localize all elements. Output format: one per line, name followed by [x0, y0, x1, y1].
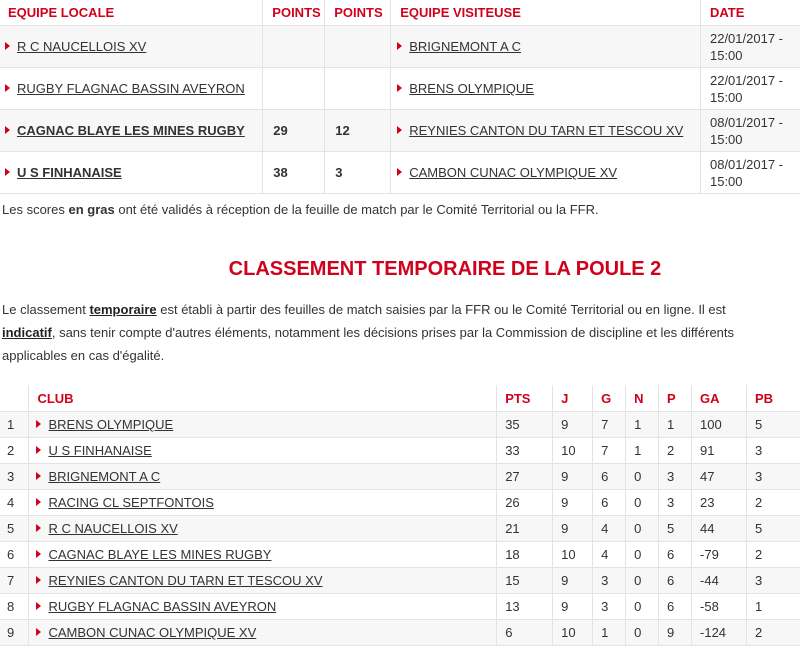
- home-team-link[interactable]: R C NAUCELLOIS XV: [17, 39, 147, 54]
- pb: 5: [746, 412, 800, 438]
- standings-row: [0, 464, 800, 490]
- n: 0: [626, 464, 659, 490]
- p: 3: [659, 490, 692, 516]
- club-cell: [29, 464, 497, 490]
- pts: 27: [497, 464, 553, 490]
- matches-table: [0, 0, 800, 194]
- pb: 2: [746, 490, 800, 516]
- arrow-right-icon: [36, 498, 41, 506]
- header-pb: PB: [746, 385, 800, 412]
- club-link[interactable]: BRIGNEMONT A C: [48, 469, 161, 484]
- header-away-points: POINTS: [325, 0, 391, 26]
- standings-row: [0, 594, 800, 620]
- header-p: P: [659, 385, 692, 412]
- standings-row: [0, 438, 800, 464]
- description-line-2: [2, 321, 800, 344]
- g: 6: [593, 490, 626, 516]
- pts: 33: [497, 438, 553, 464]
- g: 3: [593, 568, 626, 594]
- ga: -58: [692, 594, 747, 620]
- ga: 23: [692, 490, 747, 516]
- club-link[interactable]: RUGBY FLAGNAC BASSIN AVEYRON: [48, 599, 277, 614]
- away-team-link[interactable]: CAMBON CUNAC OLYMPIQUE XV: [409, 165, 618, 180]
- g: 4: [593, 516, 626, 542]
- j: 10: [553, 542, 593, 568]
- arrow-right-icon: [5, 84, 10, 92]
- header-g: G: [593, 385, 626, 412]
- header-date: DATE: [700, 0, 800, 26]
- matches-header-row: [0, 0, 800, 26]
- rank: 2: [0, 438, 29, 464]
- arrow-right-icon: [36, 446, 41, 454]
- match-row: [0, 68, 800, 110]
- n: 1: [626, 438, 659, 464]
- standings-row: [0, 412, 800, 438]
- away-team-link[interactable]: REYNIES CANTON DU TARN ET TESCOU XV: [409, 123, 684, 138]
- header-ga: GA: [692, 385, 747, 412]
- home-team-cell: [0, 110, 263, 152]
- away-points: [325, 68, 391, 110]
- home-team-cell: [0, 68, 263, 110]
- n: 0: [626, 542, 659, 568]
- match-date-time: 15:00: [709, 173, 743, 189]
- g: 6: [593, 464, 626, 490]
- ga: 47: [692, 464, 747, 490]
- match-date-time: 15:00: [709, 89, 743, 105]
- rank: 4: [0, 490, 29, 516]
- home-team-link[interactable]: CAGNAC BLAYE LES MINES RUGBY: [17, 123, 245, 138]
- pb: 2: [746, 542, 800, 568]
- rank: 9: [0, 620, 29, 646]
- standings-row: [0, 568, 800, 594]
- away-team-link[interactable]: BRENS OLYMPIQUE: [409, 81, 534, 96]
- arrow-right-icon: [36, 524, 41, 532]
- n: 0: [626, 490, 659, 516]
- standings-title: CLASSEMENT TEMPORAIRE DE LA POULE 2: [228, 258, 662, 280]
- arrow-right-icon: [5, 168, 10, 176]
- description-line-1: [2, 298, 800, 321]
- arrow-right-icon: [36, 628, 41, 636]
- home-team-link[interactable]: RUGBY FLAGNAC BASSIN AVEYRON: [17, 81, 245, 96]
- pb: 3: [746, 464, 800, 490]
- header-n: N: [626, 385, 659, 412]
- j: 10: [553, 620, 593, 646]
- header-home-team: EQUIPE LOCALE: [0, 0, 263, 26]
- j: 9: [553, 490, 593, 516]
- description-text: Le classement: [2, 302, 90, 317]
- ga: -124: [692, 620, 747, 646]
- pb: 1: [746, 594, 800, 620]
- description-text: , sans tenir compte d'autres éléments, notamment les décisions prises par la Commission de discipline et les différents: [51, 325, 735, 340]
- pb: 3: [746, 438, 800, 464]
- home-team-link[interactable]: U S FINHANAISE: [17, 165, 122, 180]
- match-date-day: 22/01/2017 -: [709, 30, 783, 46]
- g: 7: [593, 412, 626, 438]
- club-cell: [29, 542, 497, 568]
- n: 0: [626, 568, 659, 594]
- match-date: [700, 26, 800, 68]
- n: 0: [626, 516, 659, 542]
- match-date-day: 08/01/2017 -: [709, 114, 783, 130]
- club-cell: [29, 438, 497, 464]
- home-points: [263, 26, 325, 68]
- away-team-link[interactable]: BRIGNEMONT A C: [409, 39, 521, 54]
- club-link[interactable]: U S FINHANAISE: [48, 443, 152, 458]
- pb: 3: [746, 568, 800, 594]
- j: 9: [553, 464, 593, 490]
- standings-table: [0, 385, 800, 646]
- arrow-right-icon: [36, 602, 41, 610]
- standings-row: [0, 620, 800, 646]
- home-points: [263, 68, 325, 110]
- p: 6: [659, 542, 692, 568]
- match-row: [0, 110, 800, 152]
- club-link[interactable]: BRENS OLYMPIQUE: [48, 417, 174, 432]
- n: 1: [626, 412, 659, 438]
- ga: -79: [692, 542, 747, 568]
- ga: 44: [692, 516, 747, 542]
- j: 9: [553, 568, 593, 594]
- p: 3: [659, 464, 692, 490]
- club-cell: [29, 568, 497, 594]
- pts: 13: [497, 594, 553, 620]
- scores-note: [2, 202, 599, 217]
- description-text: est établi à partir des feuilles de match saisies par la FFR ou le Comité Territorial ou en ligne. Il est: [156, 302, 726, 317]
- away-team-cell: [391, 68, 701, 110]
- header-j: J: [553, 385, 593, 412]
- pts: 6: [497, 620, 553, 646]
- match-date: [700, 110, 800, 152]
- arrow-right-icon: [5, 42, 10, 50]
- away-team-cell: [391, 26, 701, 68]
- club-link[interactable]: R C NAUCELLOIS XV: [48, 521, 178, 536]
- home-points: 38: [263, 152, 325, 194]
- club-link[interactable]: REYNIES CANTON DU TARN ET TESCOU XV: [48, 573, 323, 588]
- header-rank: [0, 385, 29, 412]
- header-pts: PTS: [497, 385, 553, 412]
- away-points: [325, 26, 391, 68]
- n: 0: [626, 620, 659, 646]
- scores-note-after: ont été validés à réception de la feuille de match par le Comité Territorial ou la FFR.: [114, 202, 599, 217]
- arrow-right-icon: [397, 42, 402, 50]
- pts: 15: [497, 568, 553, 594]
- ga: -44: [692, 568, 747, 594]
- rank: 3: [0, 464, 29, 490]
- g: 4: [593, 542, 626, 568]
- standings-body: [0, 412, 800, 646]
- j: 9: [553, 594, 593, 620]
- away-team-cell: [391, 152, 701, 194]
- j: 10: [553, 438, 593, 464]
- description-emphasis-indicatif: indicatif: [2, 325, 52, 340]
- club-link[interactable]: CAGNAC BLAYE LES MINES RUGBY: [48, 547, 272, 562]
- club-cell: [29, 516, 497, 542]
- description-emphasis-temporaire: temporaire: [89, 302, 157, 317]
- match-date-day: 08/01/2017 -: [709, 156, 783, 172]
- club-link[interactable]: RACING CL SEPTFONTOIS: [48, 495, 214, 510]
- arrow-right-icon: [36, 576, 41, 584]
- g: 1: [593, 620, 626, 646]
- standings-header-row: [0, 385, 800, 412]
- standings-row: [0, 516, 800, 542]
- away-team-cell: [391, 110, 701, 152]
- club-cell: [29, 412, 497, 438]
- pts: 18: [497, 542, 553, 568]
- match-date-time: 15:00: [709, 47, 743, 63]
- match-row: [0, 26, 800, 68]
- arrow-right-icon: [36, 550, 41, 558]
- club-cell: [29, 620, 497, 646]
- arrow-right-icon: [36, 472, 41, 480]
- pb: 2: [746, 620, 800, 646]
- arrow-right-icon: [5, 126, 10, 134]
- description-line-3: applicables en cas d'égalité.: [2, 348, 165, 363]
- match-row: [0, 152, 800, 194]
- scores-note-before: Les scores: [2, 202, 69, 217]
- away-points: 3: [325, 152, 391, 194]
- club-link[interactable]: CAMBON CUNAC OLYMPIQUE XV: [48, 625, 257, 640]
- p: 2: [659, 438, 692, 464]
- pts: 21: [497, 516, 553, 542]
- home-points: 29: [263, 110, 325, 152]
- pts: 26: [497, 490, 553, 516]
- header-club: CLUB: [29, 385, 497, 412]
- pb: 5: [746, 516, 800, 542]
- scores-note-bold: en gras: [68, 202, 115, 217]
- match-date-day: 22/01/2017 -: [709, 72, 783, 88]
- header-away-team: EQUIPE VISITEUSE: [391, 0, 701, 26]
- standings-row: [0, 542, 800, 568]
- p: 1: [659, 412, 692, 438]
- home-team-cell: [0, 152, 263, 194]
- standings-description: [2, 298, 800, 367]
- home-team-cell: [0, 26, 263, 68]
- match-date: [700, 152, 800, 194]
- ga: 100: [692, 412, 747, 438]
- club-cell: [29, 594, 497, 620]
- rank: 5: [0, 516, 29, 542]
- away-points: 12: [325, 110, 391, 152]
- n: 0: [626, 594, 659, 620]
- j: 9: [553, 412, 593, 438]
- arrow-right-icon: [397, 168, 402, 176]
- ga: 91: [692, 438, 747, 464]
- rank: 1: [0, 412, 29, 438]
- g: 3: [593, 594, 626, 620]
- match-date: [700, 68, 800, 110]
- pts: 35: [497, 412, 553, 438]
- p: 5: [659, 516, 692, 542]
- arrow-right-icon: [36, 420, 41, 428]
- rank: 8: [0, 594, 29, 620]
- rank: 6: [0, 542, 29, 568]
- j: 9: [553, 516, 593, 542]
- standings-row: [0, 490, 800, 516]
- club-cell: [29, 490, 497, 516]
- arrow-right-icon: [397, 126, 402, 134]
- rank: 7: [0, 568, 29, 594]
- arrow-right-icon: [397, 84, 402, 92]
- p: 9: [659, 620, 692, 646]
- p: 6: [659, 594, 692, 620]
- match-date-time: 15:00: [709, 131, 743, 147]
- p: 6: [659, 568, 692, 594]
- g: 7: [593, 438, 626, 464]
- header-home-points: POINTS: [263, 0, 325, 26]
